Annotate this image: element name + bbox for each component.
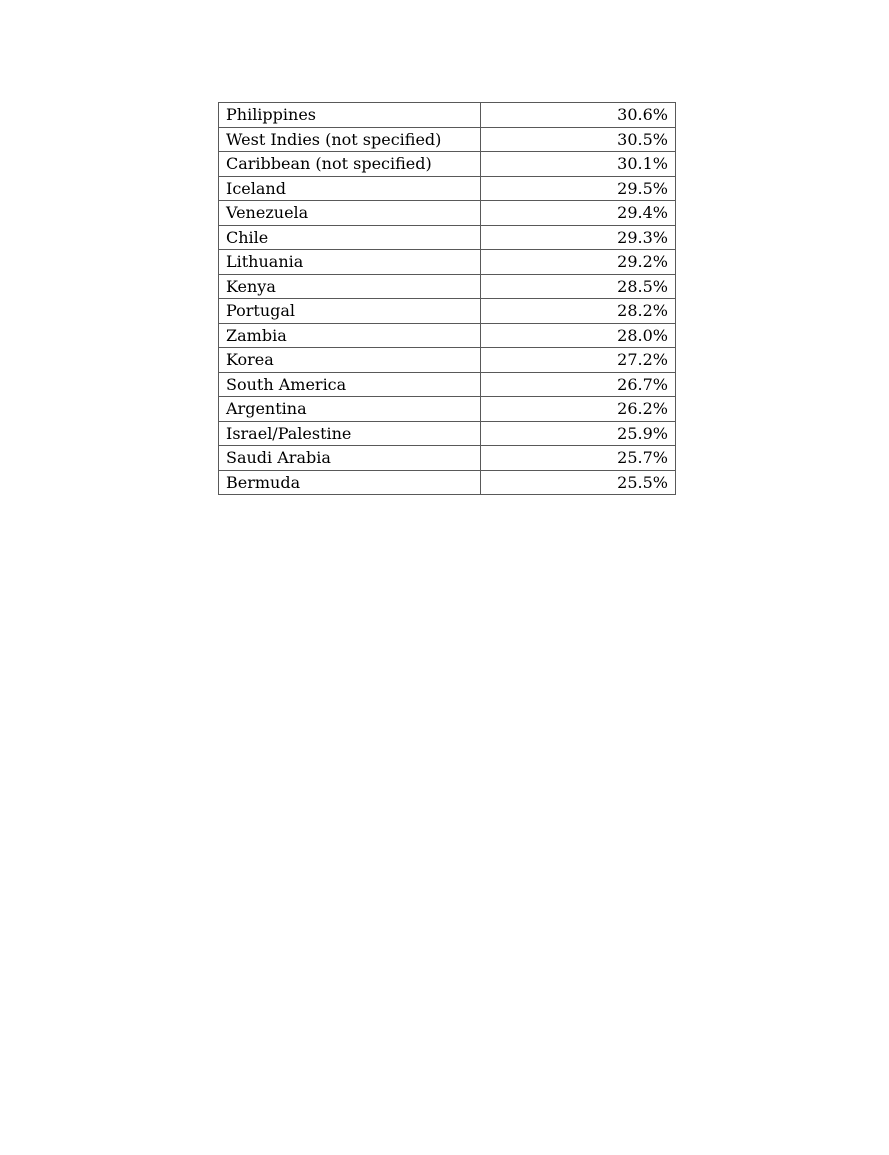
table-row (219, 152, 676, 177)
value-cell: 28.0% (481, 323, 676, 348)
country-cell: Israel/Palestine (219, 421, 481, 446)
country-cell: Saudi Arabia (219, 446, 481, 471)
table-row (219, 372, 676, 397)
table-row (219, 299, 676, 324)
table-row (219, 397, 676, 422)
table-row (219, 225, 676, 250)
value-cell: 29.5% (481, 176, 676, 201)
country-cell: Lithuania (219, 250, 481, 275)
value-cell: 25.7% (481, 446, 676, 471)
value-cell: 30.1% (481, 152, 676, 177)
table-row (219, 103, 676, 128)
country-cell: Chile (219, 225, 481, 250)
country-cell: Portugal (219, 299, 481, 324)
table-row (219, 127, 676, 152)
value-cell: 30.6% (481, 103, 676, 128)
country-cell: Caribbean (not specified) (219, 152, 481, 177)
table-row (219, 470, 676, 495)
country-cell: Iceland (219, 176, 481, 201)
region-percentage-table (218, 102, 676, 495)
table-row (219, 446, 676, 471)
country-cell: Kenya (219, 274, 481, 299)
table-row (219, 348, 676, 373)
country-cell: Philippines (219, 103, 481, 128)
value-cell: 28.2% (481, 299, 676, 324)
country-cell: Zambia (219, 323, 481, 348)
value-cell: 26.7% (481, 372, 676, 397)
table-row (219, 201, 676, 226)
value-cell: 27.2% (481, 348, 676, 373)
value-cell: 29.2% (481, 250, 676, 275)
value-cell: 28.5% (481, 274, 676, 299)
country-cell: Bermuda (219, 470, 481, 495)
country-cell: South America (219, 372, 481, 397)
country-cell: Argentina (219, 397, 481, 422)
value-cell: 26.2% (481, 397, 676, 422)
value-cell: 30.5% (481, 127, 676, 152)
value-cell: 25.9% (481, 421, 676, 446)
table-row (219, 323, 676, 348)
value-cell: 29.4% (481, 201, 676, 226)
table-row (219, 274, 676, 299)
value-cell: 25.5% (481, 470, 676, 495)
table-row (219, 176, 676, 201)
table-body (219, 103, 676, 495)
country-cell: Korea (219, 348, 481, 373)
value-cell: 29.3% (481, 225, 676, 250)
table-row (219, 250, 676, 275)
country-cell: Venezuela (219, 201, 481, 226)
country-cell: West Indies (not specified) (219, 127, 481, 152)
table-row (219, 421, 676, 446)
